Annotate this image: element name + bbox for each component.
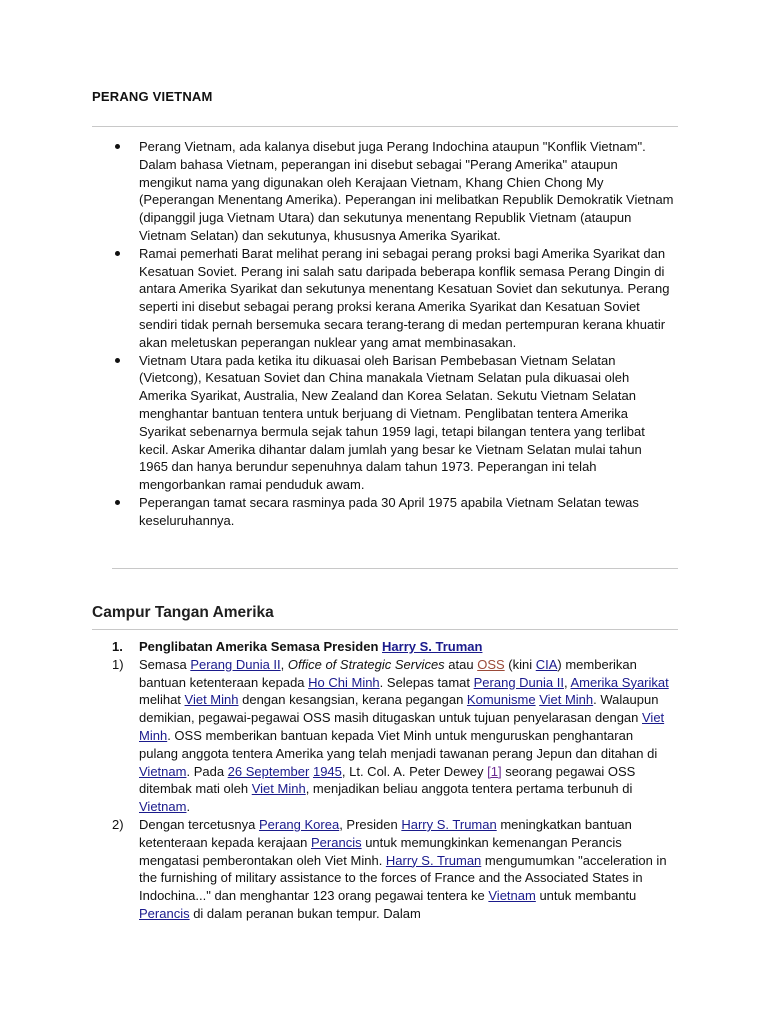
link-vietnam[interactable]: Vietnam: [139, 763, 187, 779]
text: ,: [280, 656, 288, 672]
link-perang-dunia-ii[interactable]: Perang Dunia II: [473, 674, 564, 690]
link-perancis[interactable]: Perancis: [311, 834, 362, 850]
text: .: [186, 799, 191, 815]
bullet-icon: [115, 358, 120, 363]
text: , Lt. Col. A. Peter Dewey: [341, 763, 488, 779]
text: Semasa: [139, 656, 191, 672]
text: dengan kesangsian, kerana pegangan: [238, 692, 467, 708]
list-item: [112, 245, 674, 352]
link-vietnam[interactable]: Vietnam: [139, 799, 187, 815]
text: , menjadikan beliau anggota tentera pertama terbunuh di: [305, 781, 633, 797]
link-26-september[interactable]: 26 September: [227, 763, 310, 779]
list-item: [112, 656, 674, 816]
list-item: [112, 138, 674, 245]
italic-text: Office of Strategic Services: [287, 656, 445, 672]
list-item: [112, 816, 674, 923]
link-harry-truman[interactable]: Harry S. Truman: [401, 816, 497, 832]
list-item: [112, 494, 674, 530]
link-vietnam[interactable]: Vietnam: [488, 888, 536, 904]
text: . Pada: [186, 763, 228, 779]
text: atau: [444, 656, 478, 672]
section-heading: Campur Tangan Amerika: [92, 604, 274, 621]
link-komunisme[interactable]: Komunisme: [466, 692, 536, 708]
list-item: [112, 352, 674, 494]
section-list: [112, 638, 674, 923]
bullet-text: Peperangan tamat secara rasminya pada 30 April 1975 apabila Vietnam Selatan tewas keseluruhannya.: [139, 494, 639, 528]
text: , Presiden: [339, 816, 402, 832]
link-viet-minh[interactable]: Viet Minh: [251, 781, 306, 797]
divider-bullets-end: [112, 568, 678, 569]
text: untuk membantu: [535, 888, 637, 904]
link-perancis[interactable]: Perancis: [139, 905, 190, 921]
text: meningkatkan bantuan ketenteraan kepada kerajaan: [139, 816, 632, 850]
link-oss[interactable]: OSS: [477, 656, 505, 672]
bullet-icon: [115, 144, 120, 149]
link-perang-korea[interactable]: Perang Korea: [258, 816, 340, 832]
list-number: 1.: [112, 639, 123, 654]
text: . OSS memberikan bantuan kepada Viet Minh untuk menguruskan penghantaran pulang anggota tentera Amerika yang telah menjadi tawanan perang Jepun dan ditahan di: [139, 727, 658, 761]
text: Dengan tercetusnya: [139, 816, 259, 832]
link-ho-chi-minh[interactable]: Ho Chi Minh: [308, 674, 380, 690]
text: . Walaupun demikian, pegawai-pegawai OSS masih ditugaskan untuk tujuan penyelarasan dengan: [139, 692, 659, 726]
link-viet-minh[interactable]: Viet Minh: [139, 710, 665, 743]
text: (kini: [504, 656, 536, 672]
text: ) memberikan bantuan ketenteraan kepada: [139, 656, 637, 690]
text: untuk memungkinkan kemenangan Perancis mengatasi pemberontakan oleh Viet Minh.: [139, 834, 622, 868]
text: . Selepas tamat: [379, 674, 474, 690]
bullet-text: Vietnam Utara pada ketika itu dikuasai oleh Barisan Pembebasan Vietnam Selatan (Vietcong), Kesatuan Soviet dan China manakala Vietnam Selatan pula dikuasai oleh Amerika Syarikat, Australia, New Zealand dan Korea Selatan. Sekutu Vietnam Selatan menghantar bantuan tentera untuk berjuang di Vietnam. Penglibatan tentera Amerika Syarikat sebenarnya bermula sejak tahun 1959 lagi, tetapi bilangan tentera yang terlibat kecil. Askar Amerika dihantar dalam jumlah yang besar ke Vietnam Selatan mulai tahun 1965 dan hanya berundur sepenuhnya dalam tahun 1973. Peperangan ini telah mengorbankan ramai penduduk awam.: [139, 352, 645, 493]
intro-bullet-list: [112, 138, 674, 530]
text: ,: [563, 674, 571, 690]
list-heading: [112, 638, 674, 656]
divider-section: [92, 629, 678, 630]
link-harry-truman[interactable]: Harry S. Truman: [385, 852, 482, 868]
bullet-icon: [115, 500, 120, 505]
bullet-text: Ramai pemerhati Barat melihat perang ini sebagai perang proksi bagi Amerika Syarikat dan Kesatuan Soviet. Perang ini salah satu daripada beberapa konflik semasa Perang Dingin di antara Amerika Syarikat dan sekutunya menentang Kesatuan Soviet dan sekutunya. Perang seperti ini disebut sebagai perang proksi kerana Amerika Syarikat dan Kesatuan Soviet sendiri tidak pernah bersemuka secara terang-terang di medan pertempuran kerana khuatir akan meletuskan peperangan nuklear yang amat membinasakan.: [139, 245, 670, 350]
bullet-icon: [115, 251, 120, 256]
text: di dalam peranan bukan tempur. Dalam: [189, 905, 421, 921]
link-viet-minh[interactable]: Viet Minh: [184, 692, 239, 708]
heading-text: Penglibatan Amerika Semasa Presiden: [139, 639, 383, 654]
list-number: 1): [112, 656, 124, 672]
list-number: 2): [112, 816, 124, 832]
link-harry-truman[interactable]: Harry S. Truman: [382, 639, 483, 654]
link-1945[interactable]: 1945: [312, 763, 342, 779]
text: seorang pegawai OSS ditembak mati oleh: [139, 763, 636, 797]
text: mengumumkan "acceleration in the furnishing of military assistance to the forces of France and the Associated States in Indochina..." dan menghantar 123 orang pegawai tentera ke: [139, 852, 667, 904]
divider-top: [92, 126, 678, 127]
page-title: PERANG VIETNAM: [92, 89, 213, 104]
link-perang-dunia-ii[interactable]: Perang Dunia II: [190, 656, 281, 672]
link-amerika-syarikat[interactable]: Amerika Syarikat: [570, 674, 669, 690]
text: melihat: [139, 692, 185, 708]
link-cia[interactable]: CIA: [535, 656, 558, 672]
link-viet-minh[interactable]: Viet Minh: [539, 692, 594, 708]
link-footnote-1[interactable]: [1]: [487, 763, 502, 779]
bullet-text: Perang Vietnam, ada kalanya disebut juga Perang Indochina ataupun "Konflik Vietnam". Dalam bahasa Vietnam, peperangan ini disebut sebagai "Perang Amerika" ataupun mengikut nama yang digunakan oleh Kerajaan Vietnam, Khang Chien Chong My (Peperangan Menentang Amerika). Peperangan ini melibatkan Republik Demokratik Vietnam (dipanggil juga Vietnam Utara) dan sekutunya menentang Republik Vietnam (ataupun Vietnam Selatan) dan sekutunya, khususnya Amerika Syarikat.: [139, 139, 674, 243]
